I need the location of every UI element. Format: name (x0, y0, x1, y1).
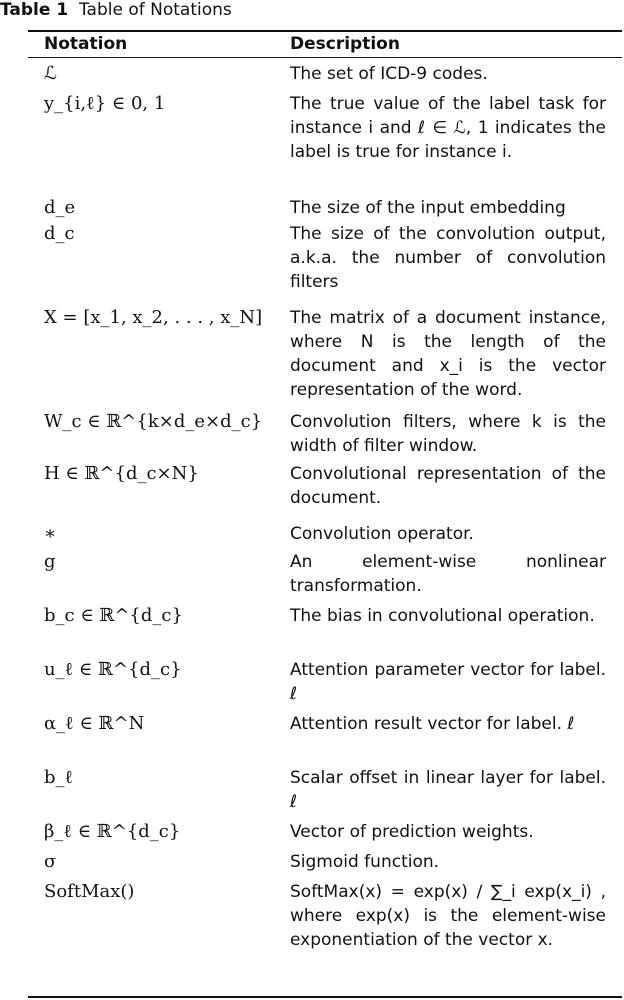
description-cell: The size of the convolution output, a.k.a. the number of convolution filters (290, 224, 606, 292)
description-cell: The bias in convolutional operation. (290, 606, 595, 626)
table-caption-label: Table 1 (0, 0, 69, 20)
description-cell: Attention parameter vector for label. ℓ (290, 660, 606, 704)
notation-cell: β_ℓ ∈ ℝ^{d_c} (44, 821, 181, 842)
description-cell: The true value of the label task for instance i and ℓ ∈ ℒ, 1 indicates the label is true for instance i. (290, 94, 606, 162)
table-caption (0, 0, 232, 20)
notation-cell: b_c ∈ ℝ^{d_c} (44, 605, 183, 626)
description-cell: Vector of prediction weights. (290, 822, 534, 842)
notation-cell: d_c (44, 223, 75, 244)
notation-cell: W_c ∈ ℝ^{k×d_e×d_c} (44, 411, 263, 432)
bottom-rule (28, 996, 622, 998)
description-cell: The set of ICD-9 codes. (290, 64, 488, 84)
notation-cell: α_ℓ ∈ ℝ^N (44, 713, 145, 734)
description-cell: Convolution operator. (290, 524, 474, 544)
description-cell: The matrix of a document instance, where N is the length of the document and x_i is the vector representation of the word. (290, 308, 606, 400)
top-rule (28, 30, 622, 32)
notation-cell: X = [x_1, x_2, . . . , x_N] (44, 307, 263, 328)
description-cell: Convolutional representation of the document. (290, 464, 606, 508)
description-cell: Sigmoid function. (290, 852, 440, 872)
description-cell: An element-wise nonlinear transformation. (290, 552, 606, 596)
notation-cell: b_ℓ (44, 767, 74, 788)
description-cell: The size of the input embedding (290, 198, 566, 218)
description-cell: Scalar offset in linear layer for label. ℓ (290, 768, 606, 812)
notation-cell: H ∈ ℝ^{d_c×N} (44, 463, 199, 484)
description-cell: Attention result vector for label. ℓ (290, 714, 575, 734)
notation-cell: ∗ (44, 523, 57, 544)
notation-cell: u_ℓ ∈ ℝ^{d_c} (44, 659, 182, 680)
description-cell: SoftMax(x) = exp(x) / ∑_i exp(x_i) , where exp(x) is the element-wise exponentiation of the vector x. (290, 882, 606, 950)
table-caption-text: Table of Notations (78, 0, 232, 20)
notation-cell: y_{i,ℓ} ∈ 0, 1 (44, 93, 166, 114)
notation-cell: SoftMax() (44, 881, 135, 902)
notation-cell: d_e (44, 197, 76, 218)
header-description: Description (290, 34, 400, 54)
description-cell: Convolution filters, where k is the width of filter window. (290, 412, 606, 456)
header-notation: Notation (44, 34, 128, 54)
notation-cell: g (44, 551, 56, 572)
notation-cell: ℒ (44, 63, 57, 84)
notation-cell: σ (44, 851, 57, 872)
header-rule (28, 57, 622, 58)
